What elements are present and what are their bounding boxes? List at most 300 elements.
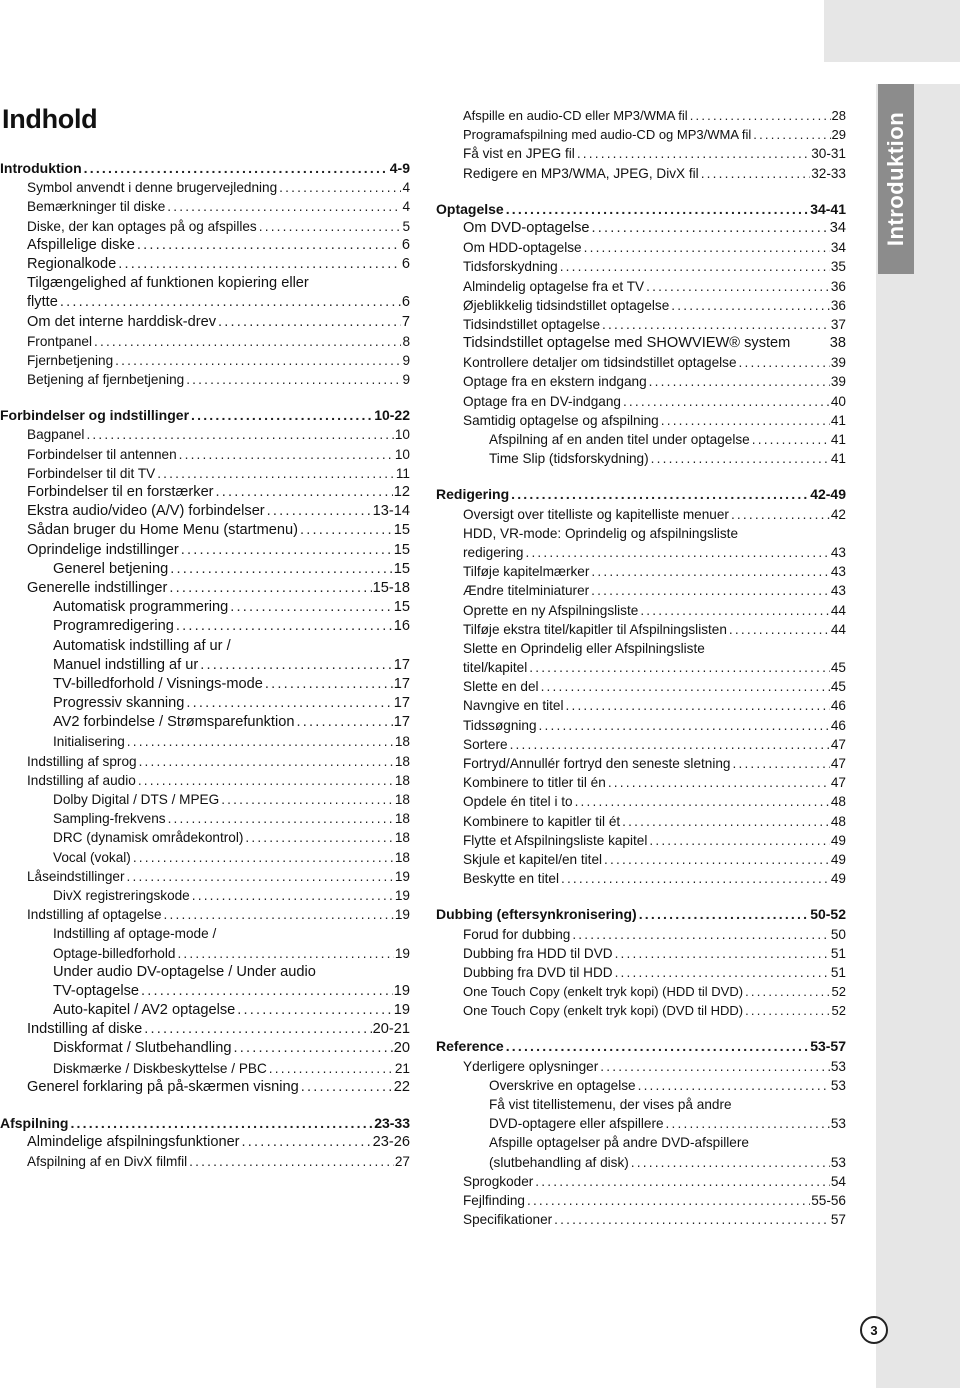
toc-entry-page: 15 <box>393 541 410 558</box>
toc-entry-title: Navngive en titel <box>463 698 564 714</box>
toc-entry <box>0 483 410 502</box>
toc-entry-page: 18 <box>394 753 410 769</box>
toc-entry-title: One Touch Copy (enkelt tryk kopi) (HDD til DVD) <box>463 984 744 1000</box>
toc-entry <box>0 809 410 828</box>
toc-entry <box>436 792 846 811</box>
toc-entry-page: 34 <box>830 240 846 256</box>
toc-entry-title: Fjernbetjening <box>27 352 114 368</box>
toc-dot-leader <box>638 1076 830 1095</box>
toc-entry-title: Få vist titellistemenu, der vises på andre <box>489 1097 732 1112</box>
toc-entry-title: Om DVD-optagelse <box>463 219 590 236</box>
toc-entry-page: 5 <box>402 218 410 234</box>
toc-dot-leader <box>510 735 830 754</box>
toc-entry-title: Afspille optagelser på andre DVD-afspillere <box>489 1135 749 1151</box>
toc-dot-leader <box>301 1078 393 1097</box>
toc-entry-page: 50-52 <box>810 906 846 923</box>
toc-entry-title: Reference <box>436 1038 504 1055</box>
toc-entry-title: DivX registreringskode <box>53 887 190 903</box>
toc-entry <box>436 982 846 1001</box>
toc-entry-page: 52 <box>831 1003 846 1019</box>
toc-entry-title: Forud for dubbing <box>463 926 571 942</box>
toc-entry <box>436 850 846 869</box>
toc-entry-title: Diskformat / Slutbehandling <box>53 1040 232 1057</box>
toc-dot-leader <box>176 617 393 636</box>
toc-entry-title: Tidsindstillet optagelse med SHOWVIEW® system <box>463 335 791 352</box>
toc-dot-leader <box>649 372 830 391</box>
toc-dot-leader <box>600 1057 830 1076</box>
toc-entry <box>0 1152 410 1171</box>
toc-entry <box>0 617 410 636</box>
toc-dot-leader <box>218 313 401 332</box>
toc-entry <box>0 425 410 444</box>
toc-entry-title: Få vist en JPEG fil <box>463 146 575 162</box>
toc-dot-leader <box>745 982 830 1001</box>
toc-dot-leader <box>639 905 810 924</box>
toc-entry <box>436 125 846 144</box>
toc-dot-leader <box>70 1114 373 1133</box>
toc-entry-page: 15 <box>393 560 410 577</box>
toc-entry <box>436 392 846 411</box>
toc-entry-page: 18 <box>394 734 410 750</box>
toc-entry-page: 46 <box>830 717 846 733</box>
side-tab <box>878 84 914 274</box>
toc-entry-title: Kombinere to titler til én <box>463 775 606 791</box>
toc-dot-leader <box>604 850 830 869</box>
toc-entry-title: One Touch Copy (enkelt tryk kopi) (DVD til HDD) <box>463 1003 744 1019</box>
toc-entry <box>0 255 410 274</box>
toc-entry-page: 4 <box>402 199 410 215</box>
toc-entry <box>436 925 846 944</box>
toc-entry-title: Låseindstillinger <box>27 868 125 884</box>
toc-entry-title: Indstilling af audio <box>27 772 136 788</box>
toc-dot-leader <box>623 392 830 411</box>
toc-dot-leader <box>133 848 394 867</box>
toc-entry <box>436 773 846 792</box>
toc-entry <box>436 219 846 238</box>
toc-entry-page: 17 <box>393 695 410 712</box>
toc-entry-title: Forbindelser til dit TV <box>27 465 156 481</box>
toc-entry-page: 18 <box>394 830 410 846</box>
toc-entry-title: Tilføje ekstra titel/kapitler til Afspilningslisten <box>463 621 727 637</box>
toc-entry-title: Generel forklaring på på-skærmen visning <box>27 1078 299 1095</box>
toc-entry-title: Auto-kapitel / AV2 optagelse <box>53 1002 236 1019</box>
toc-dot-leader <box>94 332 401 351</box>
toc-entry <box>0 905 410 924</box>
toc-dot-leader <box>269 1059 394 1078</box>
toc-entry <box>0 713 410 732</box>
toc-entry-title: Oprette en ny Afspilningsliste <box>463 602 639 618</box>
toc-dot-leader <box>701 164 811 183</box>
toc-dot-leader <box>230 598 393 617</box>
toc-entry <box>436 639 846 658</box>
toc-entry-title: Betjening af fjernbetjening <box>27 372 185 388</box>
toc-entry-page: 41 <box>830 451 846 467</box>
toc-left-column <box>0 159 410 1172</box>
toc-entry-title: Afspillelige diske <box>27 236 135 253</box>
toc-entry-page: 10 <box>394 427 410 443</box>
toc-entry-title: Dubbing fra DVD til HDD <box>463 964 613 980</box>
toc-entry-title: Frontpanel <box>27 333 92 349</box>
toc-entry-title: Sortere <box>463 736 508 752</box>
toc-entry <box>0 502 410 521</box>
toc-entry-page: 51 <box>830 945 846 961</box>
toc-entry-page: 4 <box>402 180 410 196</box>
toc-entry-title: Programredigering <box>53 618 174 635</box>
toc-dot-leader <box>84 159 389 178</box>
toc-entry <box>436 716 846 735</box>
toc-entry <box>0 1039 410 1058</box>
toc-entry-page: 7 <box>401 313 410 330</box>
toc-dot-leader <box>186 370 401 389</box>
toc-entry <box>0 732 410 751</box>
toc-dot-leader <box>138 771 394 790</box>
toc-entry <box>436 944 846 963</box>
toc-entry-title: Tidsindstillet optagelse <box>463 316 601 332</box>
toc-entry-title: Tidssøgning <box>463 717 537 733</box>
toc-entry-page: 38 <box>829 335 846 352</box>
toc-entry <box>436 601 846 620</box>
toc-entry-page: 30-31 <box>811 146 846 162</box>
toc-entry-title: Overskrive en optagelse <box>489 1077 636 1093</box>
toc-entry-title: titel/kapitel <box>463 660 528 676</box>
toc-entry <box>436 677 846 696</box>
toc-entry-title: Om HDD-optagelse <box>463 240 582 256</box>
toc-dot-leader <box>671 296 830 315</box>
toc-entry-title: Dubbing fra HDD til DVD <box>463 945 613 961</box>
toc-entry <box>0 579 410 598</box>
toc-entry-page: 36 <box>830 297 846 313</box>
toc-dot-leader <box>591 562 829 581</box>
toc-entry-page: 57 <box>830 1212 846 1228</box>
toc-entry <box>0 351 410 370</box>
toc-entry-page: 36 <box>830 278 846 294</box>
toc-entry <box>436 238 846 257</box>
toc-entry <box>436 735 846 754</box>
toc-dot-leader <box>615 963 830 982</box>
toc-entry-page: 47 <box>830 775 846 791</box>
toc-dot-leader <box>640 601 830 620</box>
toc-dot-leader <box>192 886 394 905</box>
toc-entry-title: Beskytte en titel <box>463 871 559 887</box>
toc-entry-title: Indstilling af optagelse <box>27 907 162 923</box>
toc-entry-page: 43 <box>830 544 846 560</box>
toc-entry-title: Bagpanel <box>27 427 85 443</box>
toc-entry <box>0 332 410 351</box>
toc-entry <box>436 449 846 468</box>
toc-entry-title: (slutbehandling af disk) <box>489 1154 629 1170</box>
toc-dot-leader <box>608 773 830 792</box>
toc-dot-leader <box>179 445 394 464</box>
toc-entry-page: 34 <box>829 219 846 236</box>
toc-dot-leader <box>115 351 401 370</box>
toc-entry <box>436 869 846 888</box>
toc-entry-page: 47 <box>830 756 846 771</box>
toc-entry-page: 19 <box>394 868 410 884</box>
toc-entry-page: 55-56 <box>811 1192 846 1208</box>
toc-dot-leader <box>731 505 830 524</box>
toc-entry-page: 15 <box>393 599 410 616</box>
toc-entry-page: 18 <box>394 811 410 827</box>
toc-section-heading <box>436 1037 846 1056</box>
toc-entry-page: 17 <box>393 675 410 692</box>
toc-entry <box>0 217 410 236</box>
toc-entry <box>0 848 410 867</box>
toc-dot-leader <box>279 178 401 197</box>
toc-entry <box>0 598 410 617</box>
toc-entry <box>0 178 410 197</box>
toc-dot-leader <box>732 754 829 773</box>
toc-dot-leader <box>506 1037 809 1056</box>
toc-entry <box>436 1057 846 1076</box>
toc-entry-title: Optage fra en DV-indgang <box>463 393 621 409</box>
toc-dot-leader <box>259 217 402 236</box>
toc-entry-page: 23-26 <box>372 1134 410 1151</box>
toc-entry-title: Fejlfinding <box>463 1192 525 1208</box>
toc-entry-title: Progressiv skanning <box>53 695 185 712</box>
side-tab-label: Introduktion <box>883 111 908 247</box>
toc-entry <box>0 464 410 483</box>
toc-entry-title: Diskmærke / Diskbeskyttelse / PBC <box>53 1060 267 1076</box>
toc-dot-leader <box>141 982 393 1001</box>
corner-tab <box>824 0 960 62</box>
toc-dot-leader <box>602 315 830 334</box>
toc-entry-page: 10-22 <box>374 407 410 424</box>
toc-entry-title: Øjeblikkelig tidsindstillet optagelse <box>463 297 670 313</box>
toc-entry-title: Manuel indstilling af ur <box>53 656 199 673</box>
toc-entry-title: Automatisk programmering <box>53 599 229 616</box>
toc-entry-title: Afspilning <box>0 1115 69 1131</box>
toc-entry-title: Kombinere to kapitler til ét <box>463 813 621 829</box>
toc-entry-title: HDD, VR-mode: Oprindelig og afspilningsliste <box>463 525 739 541</box>
toc-entry <box>436 1133 846 1152</box>
toc-entry-page: 41 <box>830 432 846 447</box>
toc-dot-leader <box>729 620 830 639</box>
toc-entry-title: Dolby Digital / DTS / MPEG <box>53 792 220 807</box>
toc-dot-leader <box>118 255 401 274</box>
toc-dot-leader <box>511 485 809 504</box>
toc-entry-page: 43 <box>830 583 846 599</box>
toc-entry-page: 19 <box>393 982 410 999</box>
toc-entry-page: 44 <box>830 602 846 618</box>
toc-entry-page: 51 <box>830 964 846 980</box>
toc-entry-title: redigering <box>463 544 524 560</box>
toc-entry <box>0 828 410 847</box>
toc-entry <box>0 886 410 905</box>
toc-entry <box>0 1059 410 1078</box>
toc-dot-leader <box>631 1153 830 1172</box>
toc-entry-page: 10 <box>394 446 410 462</box>
toc-dot-leader <box>60 293 401 312</box>
toc-entry <box>0 790 410 809</box>
toc-entry-page: 41 <box>830 412 846 428</box>
toc-entry <box>0 293 410 312</box>
toc-entry <box>436 581 846 600</box>
toc-entry-title: Vocal (vokal) <box>53 849 131 865</box>
toc-section-heading <box>436 485 846 504</box>
toc-entry <box>0 560 410 579</box>
toc-dot-leader <box>126 867 393 886</box>
toc-dot-leader <box>566 696 830 715</box>
toc-entry <box>0 656 410 675</box>
toc-entry <box>436 372 846 391</box>
toc-dot-leader <box>572 925 830 944</box>
toc-entry-page: 34-41 <box>810 200 846 217</box>
toc-entry-title: Afspille en audio-CD eller MP3/WMA fil <box>463 108 688 123</box>
toc-entry <box>436 505 846 524</box>
toc-entry <box>0 313 410 332</box>
toc-dot-leader <box>527 1191 810 1210</box>
toc-dot-leader <box>739 353 830 372</box>
toc-entry <box>436 543 846 562</box>
toc-entry-page: 27 <box>394 1154 410 1170</box>
toc-dot-leader <box>646 277 830 296</box>
toc-dot-leader <box>649 831 830 850</box>
toc-dot-leader <box>622 812 830 831</box>
toc-entry <box>0 1001 410 1020</box>
toc-dot-leader <box>745 1001 830 1020</box>
toc-entry-title: Ændre titelminiaturer <box>463 583 590 599</box>
toc-entry-title: DVD-optagere eller afspillere <box>489 1116 664 1132</box>
toc-entry-page: 6 <box>401 255 410 272</box>
toc-entry-title: AV2 forbindelse / Strømsparefunktion <box>53 714 295 731</box>
toc-section-heading <box>0 159 410 178</box>
page-title: Indhold <box>2 104 98 134</box>
toc-entry <box>436 353 846 372</box>
toc-entry-title: Optage fra en ekstern indgang <box>463 374 647 390</box>
toc-dot-leader <box>525 543 829 562</box>
toc-entry-page: 53 <box>830 1116 846 1132</box>
toc-entry-title: Afspilning af en anden titel under optagelse <box>489 432 750 447</box>
toc-entry <box>436 696 846 715</box>
toc-entry-page: 6 <box>401 236 410 253</box>
toc-entry-page: 22 <box>393 1078 410 1095</box>
toc-entry-page: 45 <box>830 679 846 695</box>
toc-entry <box>0 445 410 464</box>
toc-entry-page: 50 <box>830 926 846 942</box>
toc-entry-page: 8 <box>402 333 410 349</box>
toc-dot-leader <box>181 541 393 560</box>
toc-entry <box>436 1210 846 1229</box>
toc-section-heading <box>436 200 846 219</box>
toc-entry-page: 13-14 <box>372 503 410 520</box>
toc-entry-title: Introduktion <box>0 160 82 176</box>
toc-entry <box>436 754 846 773</box>
toc-dot-leader <box>541 677 830 696</box>
toc-entry-title: Opdele én titel i to <box>463 794 573 810</box>
toc-entry-page: 9 <box>402 352 410 368</box>
toc-entry-title: Programafspilning med audio-CD og MP3/WMA fil <box>463 127 752 143</box>
toc-entry-page: 42-49 <box>810 486 846 503</box>
toc-entry-title: Diske, der kan optages på og afspilles <box>27 218 257 234</box>
toc-entry <box>0 963 410 982</box>
toc-entry-page: 39 <box>830 355 846 371</box>
toc-entry-page: 49 <box>830 851 846 867</box>
toc-entry-title: Redigere en MP3/WMA, JPEG, DivX fil <box>463 165 699 181</box>
toc-entry-page: 18 <box>394 792 410 807</box>
toc-entry-page: 53 <box>830 1154 846 1170</box>
toc-entry-title: Afspilning af en DivX filmfil <box>27 1154 188 1170</box>
toc-entry <box>436 164 846 183</box>
toc-entry-page: 53-57 <box>810 1038 846 1055</box>
toc-dot-leader <box>661 411 830 430</box>
toc-entry <box>436 334 846 353</box>
toc-entry <box>436 620 846 639</box>
toc-entry-title: Generel betjening <box>53 560 169 577</box>
toc-entry-page: 19 <box>394 945 410 961</box>
toc-entry-title: Generelle indstillinger <box>27 579 168 596</box>
toc-entry-page: 15 <box>393 522 410 539</box>
toc-entry <box>0 637 410 656</box>
toc-entry-title: DRC (dynamisk områdekontrol) <box>53 830 244 846</box>
toc-section-heading <box>0 1114 410 1133</box>
toc-dot-leader <box>529 658 830 677</box>
toc-entry-page: 21 <box>394 1060 410 1076</box>
toc-entry-page: 28 <box>831 108 846 123</box>
toc-entry-title: Indstilling af optage-mode / <box>53 926 217 942</box>
toc-entry-page: 15-18 <box>372 579 410 596</box>
toc-entry-title: Slette en del <box>463 679 539 695</box>
toc-entry-page: 49 <box>830 832 846 848</box>
toc-dot-leader <box>144 1020 371 1039</box>
toc-entry-title: Om det interne harddisk-drev <box>27 313 216 330</box>
toc-entry <box>0 236 410 255</box>
toc-entry-page: 44 <box>830 621 846 637</box>
toc-entry-title: Forbindelser og indstillinger <box>0 407 190 424</box>
toc-entry-page: 37 <box>830 316 846 332</box>
toc-entry <box>436 524 846 543</box>
toc-entry-title: Redigering <box>436 486 510 503</box>
toc-entry <box>436 144 846 163</box>
toc-entry <box>0 1020 410 1039</box>
toc-dot-leader <box>506 200 809 219</box>
toc-entry <box>0 1133 410 1152</box>
toc-entry-title: Time Slip (tidsforskydning) <box>489 451 649 467</box>
toc-entry-page: 6 <box>401 294 410 311</box>
toc-dot-leader <box>189 1152 394 1171</box>
toc-entry-title: Regionalkode <box>27 255 117 272</box>
toc-dot-leader <box>554 1210 830 1229</box>
toc-entry <box>436 257 846 276</box>
toc-dot-leader <box>242 1133 372 1152</box>
toc-entry-page: 54 <box>830 1173 846 1189</box>
toc-entry-page: 17 <box>393 656 410 673</box>
toc-entry <box>436 658 846 677</box>
toc-entry <box>436 277 846 296</box>
toc-entry <box>436 1076 846 1095</box>
toc-dot-leader <box>169 579 371 598</box>
toc-dot-leader <box>177 944 393 963</box>
toc-entry-title: Under audio DV-optagelse / Under audio <box>53 963 316 980</box>
toc-entry-page: 19 <box>393 1002 410 1019</box>
toc-entry-title: Sådan bruger du Home Menu (startmenu) <box>27 522 298 539</box>
toc-entry-page: 53 <box>830 1058 846 1074</box>
toc-entry-title: Indstilling af sprog <box>27 753 137 769</box>
toc-entry <box>0 694 410 713</box>
toc-entry-title: Yderligere oplysninger <box>463 1058 599 1074</box>
toc-dot-leader <box>300 521 393 540</box>
page-number <box>860 1316 888 1344</box>
toc-entry <box>436 315 846 334</box>
toc-dot-leader <box>221 790 394 809</box>
toc-entry <box>436 411 846 430</box>
toc-entry-page: 11 <box>395 465 410 481</box>
toc-entry <box>0 1078 410 1097</box>
toc-entry-page: 52 <box>831 984 846 1000</box>
toc-entry-page: 48 <box>830 794 846 810</box>
toc-entry-page: 20-21 <box>372 1021 410 1038</box>
toc-entry-title: Ekstra audio/video (A/V) forbindelser <box>27 503 265 520</box>
toc-dot-leader <box>186 694 392 713</box>
